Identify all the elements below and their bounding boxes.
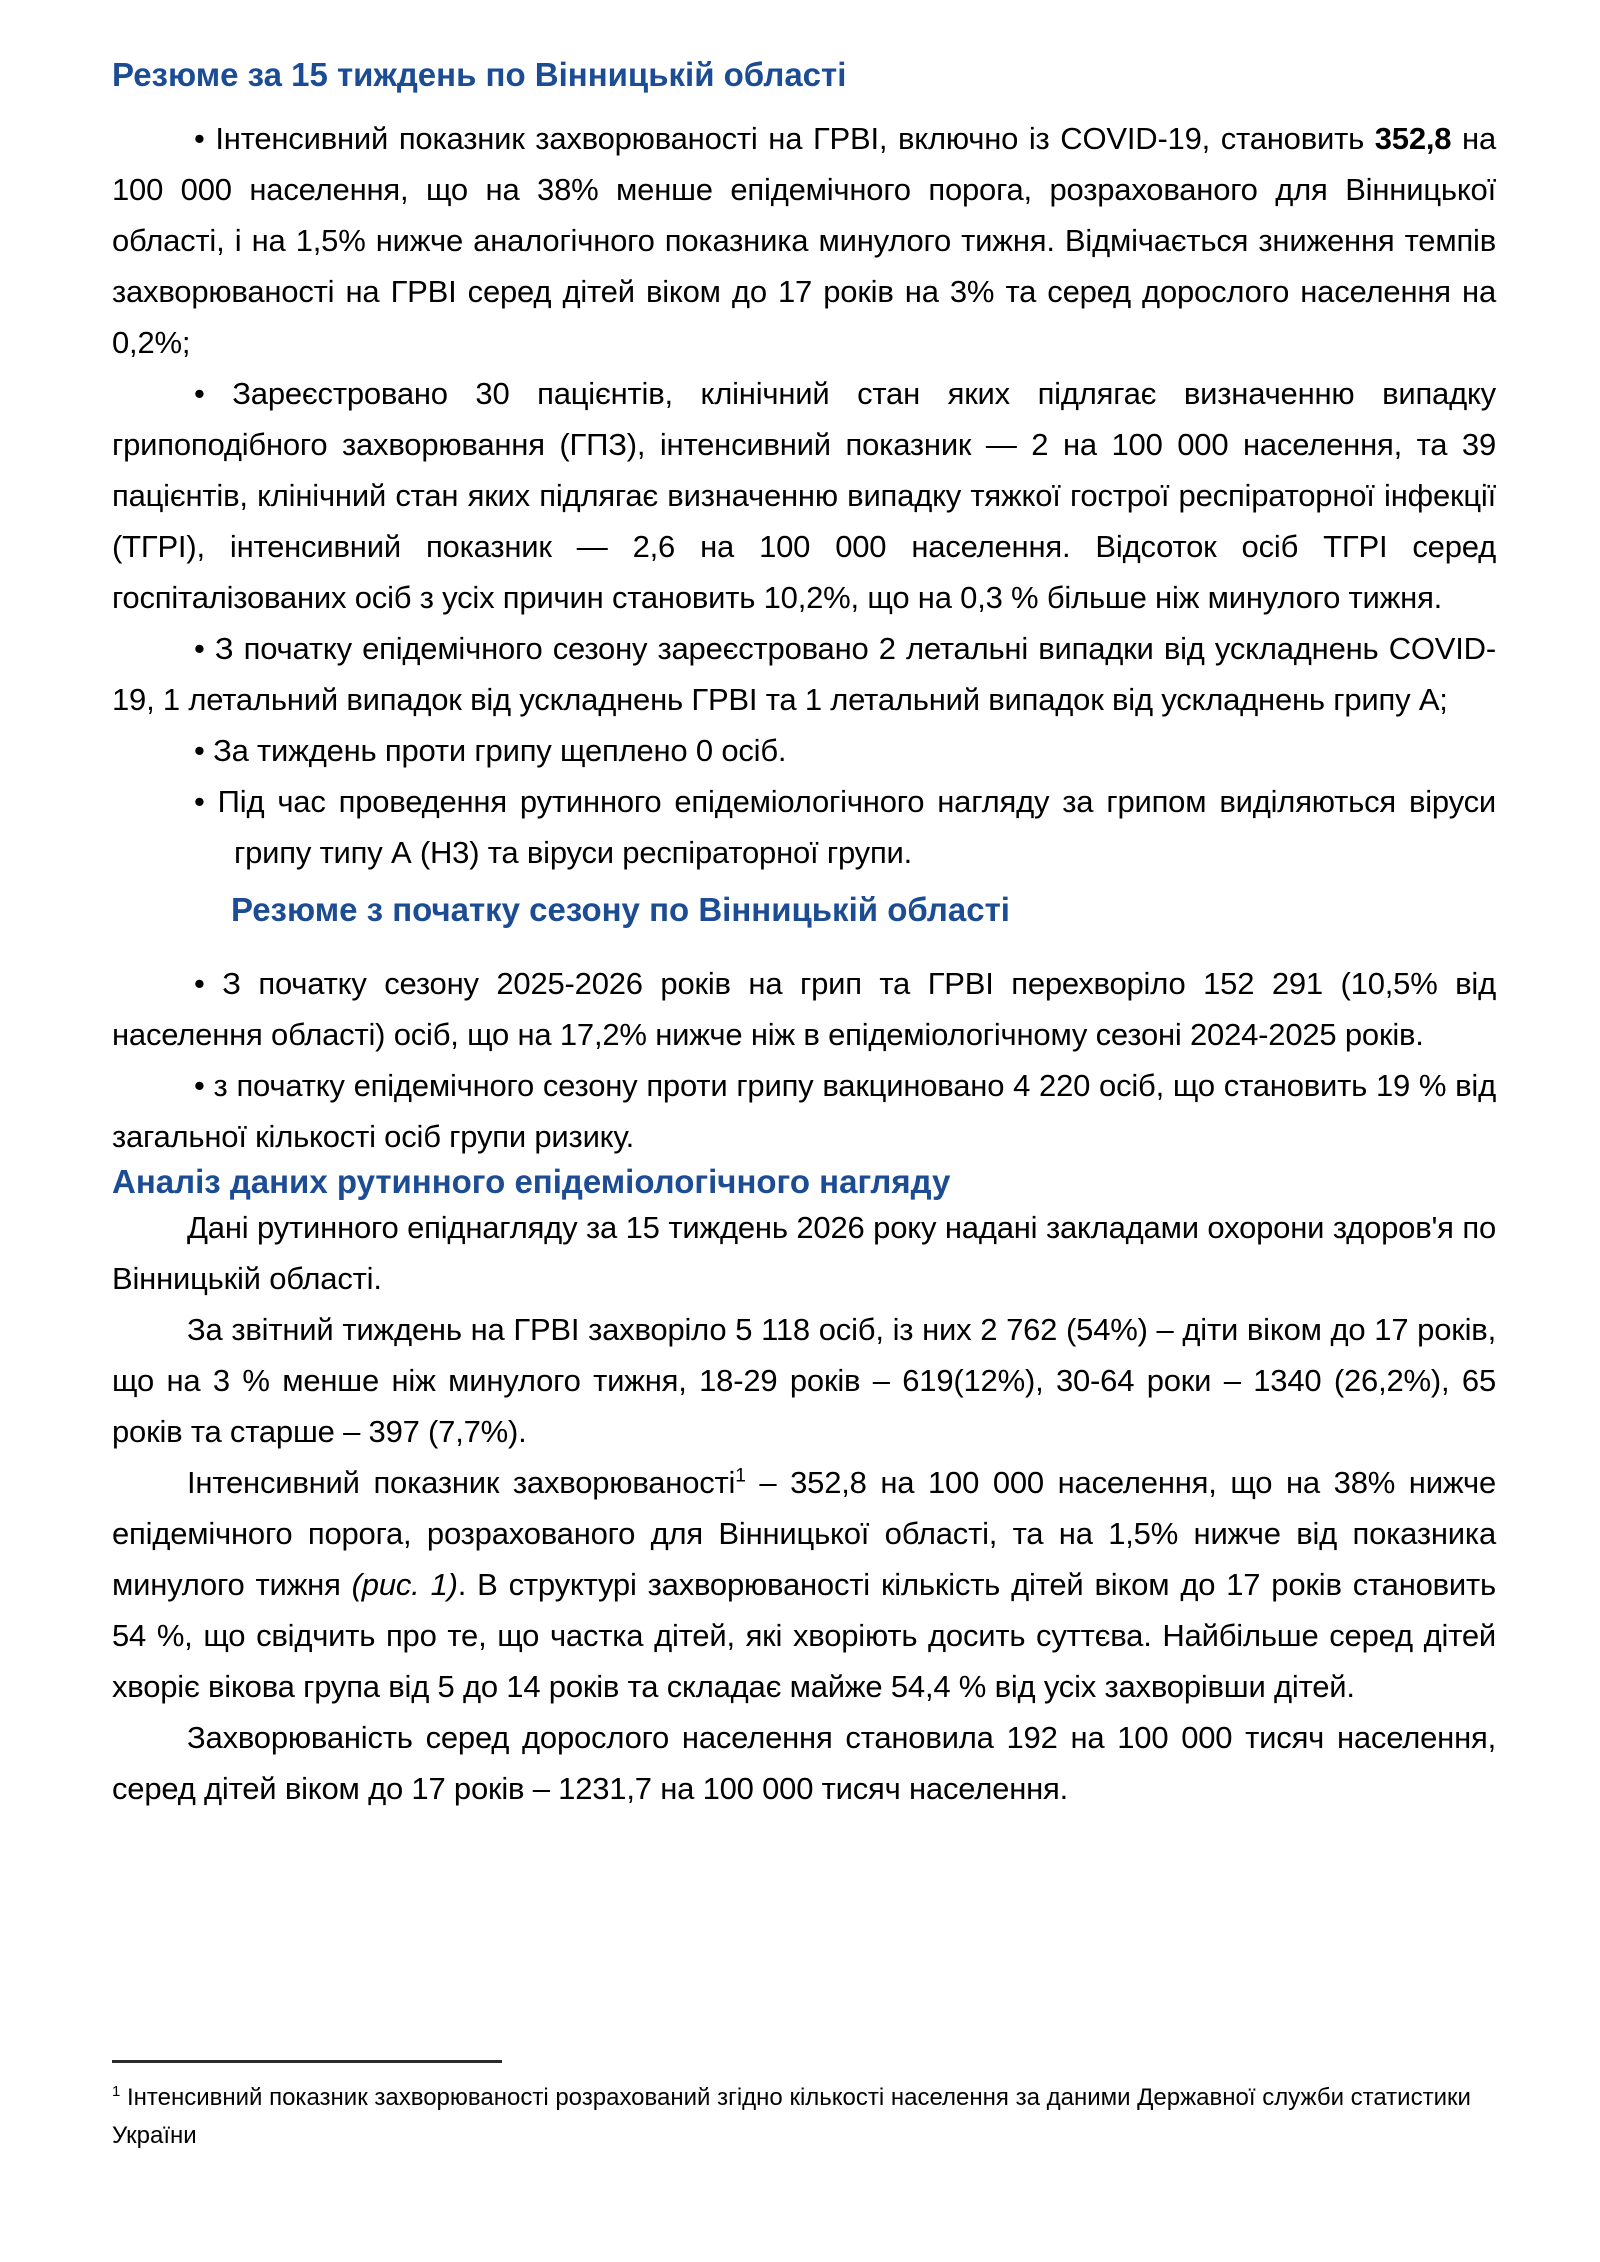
para-ili-sari-cases — [112, 368, 1496, 623]
para-intensive-indicator — [112, 113, 1496, 368]
footnote-reference-marker: 1 — [735, 1465, 746, 1487]
footnote-area — [112, 2060, 1496, 2155]
footnote-text — [112, 2079, 1496, 2155]
para-incidence-text: Захворюваність серед дорослого населення становила 192 на 100 000 тисяч населення, серед дітей віком до 17 років – 1231,7 на 100 000 тисяч населення. — [112, 1720, 1496, 1806]
bullet-marker: • — [194, 733, 205, 768]
bullet-marker: • — [194, 784, 205, 819]
para-season-vaccination — [112, 1060, 1496, 1162]
para-intensive-indicator-analysis — [112, 1457, 1496, 1712]
footnote-separator — [112, 2060, 502, 2063]
intensive-indicator-value: 352,8 — [1374, 121, 1452, 156]
heading-season-summary: Резюме з початку сезону по Вінницькій області — [231, 891, 1010, 928]
para-virus-surveillance — [112, 776, 1496, 878]
figure-reference: (рис. 1) — [351, 1567, 458, 1602]
para-indicator-before-sup: Інтенсивний показник захворюваності — [187, 1465, 736, 1500]
para-intensive-after-bold: на 100 000 населення, що на 38% менше епідемічного порога, розрахованого для Вінницької області, і на 1,5% нижче аналогічного показника минулого тижня. Відмічається зниження темпів захворюваності на ГРВІ серед дітей віком до 17 років на 3% та серед дорослого населення на 0,2%; — [112, 121, 1496, 360]
para-intensive-before-bold: Інтенсивний показник захворюваності на ГРВІ, включно із COVID-19, становить — [215, 121, 1365, 156]
bullet-marker: • — [194, 121, 205, 156]
para-breakdown-text: За звітний тиждень на ГРВІ захворіло 5 118 осіб, із них 2 762 (54%) – діти віком до 17 років, що на 3 % менше ніж минулого тижня, 18-29 років – 619(12%), 30-64 роки – 1340 (26,2%), 65 років та старше – 397 (7,7%). — [112, 1312, 1496, 1449]
para-lethal-cases — [112, 623, 1496, 725]
para-ili-sari-text: Зареєстровано 30 пацієнтів, клінічний стан яких підлягає визначенню випадку грипоподібного захворювання (ГПЗ), інтенсивний показник — 2 на 100 000 населення, та 39 пацієнтів, клінічний стан яких підлягає визначенню випадку тяжкої гострої респіраторної інфекції (ТГРІ), інтенсивний показник — 2,6 на 100 000 населення. Відсоток осіб ТГРІ серед госпіталізованих осіб з усіх причин становить 10,2%, що на 0,3 % більше ніж минулого тижня. — [112, 376, 1496, 615]
para-indicator-after: . В структурі захворюваності кількість дітей віком до 17 років становить 54 %, що свідчить про те, що частка дітей, які хворіють досить суттєва. Найбільше серед дітей хворіє вікова група від 5 до 14 років та складає майже 54,4 % від усіх захворівши дітей. — [112, 1567, 1496, 1704]
para-season-vaccination-text: з початку епідемічного сезону проти грипу вакциновано 4 220 осіб, що становить 19 % від загальної кількості осіб групи ризику. — [112, 1068, 1496, 1154]
para-adult-child-incidence — [112, 1712, 1496, 1814]
heading-week-summary: Резюме за 15 тиждень по Вінницькій області — [112, 56, 847, 93]
para-week-cases-breakdown — [112, 1304, 1496, 1457]
footnote-body: Інтенсивний показник захворюваності розрахований згідно кількості населення за даними Державної служби статистики України — [112, 2084, 1471, 2149]
para-data-source-text: Дані рутинного епіднагляду за 15 тиждень 2026 року надані закладами охорони здоров'я по Вінницькій області. — [112, 1210, 1496, 1296]
bullet-marker: • — [194, 631, 205, 666]
para-vaccinated-week — [112, 725, 1496, 776]
bullet-marker: • — [194, 1068, 205, 1103]
footnote-number: 1 — [112, 2084, 121, 2100]
para-lethal-text: З початку епідемічного сезону зареєстровано 2 летальні випадки від ускладнень COVID-19, 1 летальний випадок від ускладнень ГРВІ та 1 летальний випадок від ускладнень грипу А; — [112, 631, 1496, 717]
para-indicator-mid: – 352,8 на 100 000 населення, що на 38% нижче епідемічного порога, розрахованого для Вінницької області, та на 1,5% нижче від показника минулого тижня — [112, 1465, 1496, 1602]
para-season-morbidity — [112, 958, 1496, 1060]
bullet-marker: • — [194, 376, 205, 411]
para-data-source — [112, 1202, 1496, 1304]
heading-routine-analysis: Аналіз даних рутинного епідеміологічного нагляду — [112, 1163, 951, 1200]
para-surveillance-text: Під час проведення рутинного епідеміологічного нагляду за грипом виділяються віруси грипу типу А (Н3) та віруси респіраторної групи. — [217, 784, 1496, 870]
bullet-marker: • — [194, 966, 205, 1001]
para-vaccinated-text: За тиждень проти грипу щеплено 0 осіб. — [213, 733, 787, 768]
para-season-morbidity-text: З початку сезону 2025-2026 років на грип та ГРВІ перехворіло 152 291 (10,5% від населення області) осіб, що на 17,2% нижче ніж в епідеміологічному сезоні 2024-2025 років. — [112, 966, 1496, 1052]
